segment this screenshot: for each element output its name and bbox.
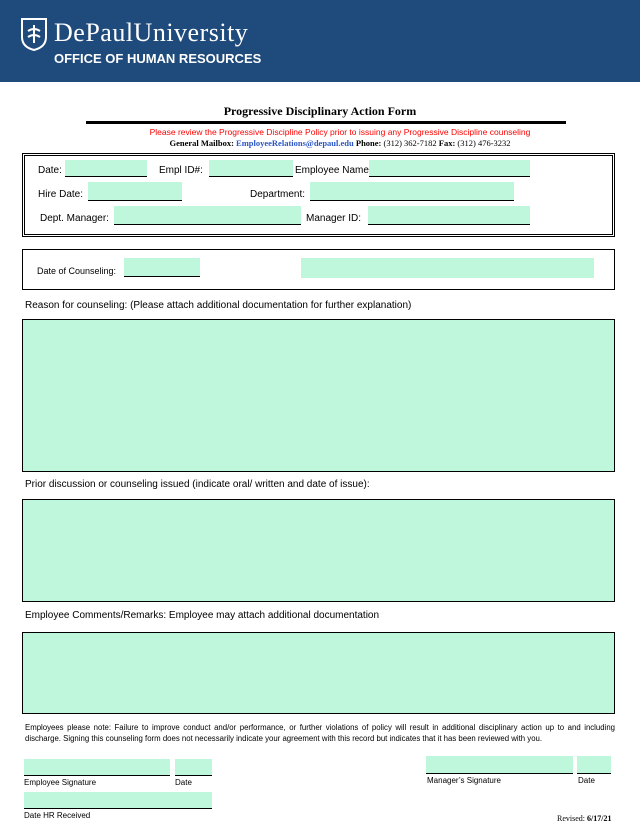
date-of-counseling-input[interactable] [124,258,200,277]
mailbox-link[interactable]: EmployeeRelations@depaul.edu [236,138,354,148]
header-banner [0,0,640,82]
comments-heading: Employee Comments/Remarks: Employee may attach additional documentation [25,610,380,621]
empl-id-label: Empl ID#: [159,165,203,176]
manager-id-underline [368,224,530,225]
title-divider [86,121,566,124]
employee-date-label: Date [175,778,192,787]
date-input[interactable] [65,160,147,177]
employee-signature-label: Employee Signature [24,778,97,787]
manager-signature-underline [426,773,573,774]
department-underline [310,200,514,201]
date-label: Date: [38,165,62,176]
empl-id-underline [209,176,293,177]
employee-date-input[interactable] [175,759,212,776]
reason-heading: Reason for counseling: (Please attach additional documentation for further explanation) [25,300,412,311]
university-name: DePaulUniversity [54,18,249,47]
department-input[interactable] [310,182,514,201]
employee-note: Employees please note: Failure to improve conduct and/or performance, or further violations of policy will result in additional disciplinary action up to and including discharge. Signing this counseling form does not necessarily indicate your agreement with this record but indicates that it has been reviewed with you. [25,723,615,743]
employee-signature-input[interactable] [24,759,170,776]
dept-manager-underline [114,224,301,225]
office-name: OFFICE OF HUMAN RESOURCES [54,51,262,66]
policy-notice: Please review the Progressive Discipline Policy prior to issuing any Progressive Discipline counseling [149,127,531,137]
hire-date-input[interactable] [88,182,182,201]
reason-textarea[interactable] [22,319,615,472]
date-underline [65,176,147,177]
employee-signature-underline [24,775,170,776]
revised-value: 6/17/21 [587,814,612,823]
date-of-counseling-label: Date of Counseling: [37,266,117,276]
comments-textarea[interactable] [22,632,615,714]
mailbox-label: General Mailbox: [169,138,234,148]
hr-received-input[interactable] [24,792,212,809]
employee-name-underline [369,176,530,177]
dept-manager-input[interactable] [114,206,301,225]
date-of-counseling-underline [124,276,200,277]
hr-received-underline [24,808,212,809]
manager-id-label: Manager ID: [306,213,362,224]
depaul-logo-icon [20,17,48,51]
employee-date-underline [175,775,212,776]
hr-received-label: Date HR Received [24,811,91,820]
prior-textarea[interactable] [22,499,615,602]
contact-line [0,138,640,148]
empl-id-input[interactable] [209,160,293,177]
dept-manager-label: Dept. Manager: [40,213,109,224]
phone-value: (312) 362-7182 [383,138,437,148]
form-title: Progressive Disciplinary Action Form [223,104,417,118]
employee-name-label: Employee Name [295,165,369,176]
fax-value: (312) 476-3232 [457,138,511,148]
revised-date [557,814,611,823]
employee-name-input[interactable] [369,160,530,177]
manager-signature-input[interactable] [426,756,573,774]
hire-date-underline [88,200,182,201]
manager-date-underline [577,773,611,774]
hire-date-label: Hire Date: [38,189,84,200]
counseling-extra-input[interactable] [301,258,594,278]
department-label: Department: [250,189,306,200]
manager-signature-label: Manager’s Signature [427,776,501,785]
fax-label: Fax: [438,138,456,148]
manager-id-input[interactable] [368,206,530,225]
manager-date-input[interactable] [577,756,611,774]
phone-label: Phone: [355,138,382,148]
revised-label: Revised: [557,814,585,823]
prior-heading: Prior discussion or counseling issued (indicate oral/ written and date of issue): [25,479,370,490]
manager-date-label: Date [578,776,595,785]
